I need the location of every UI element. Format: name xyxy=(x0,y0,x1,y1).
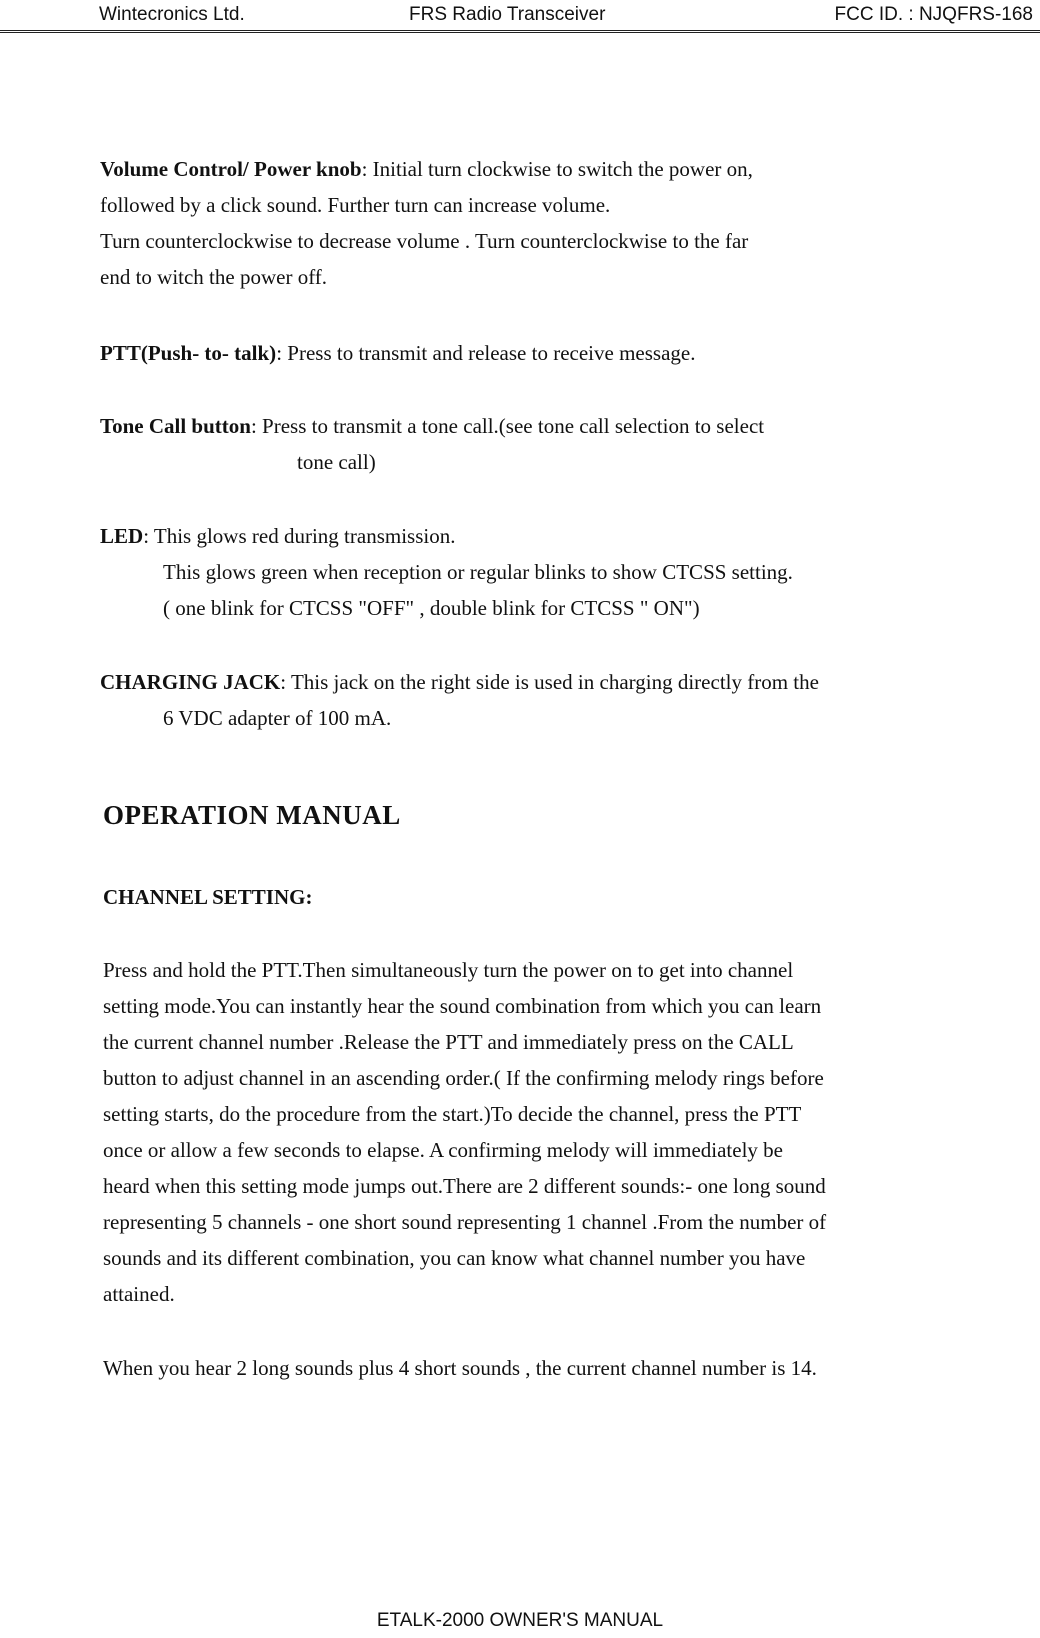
header-company: Wintecronics Ltd. xyxy=(99,4,245,25)
tone-call-text-1: : Press to transmit a tone call.(see tone call selection to select xyxy=(250,414,765,438)
charging-jack-term: CHARGING JACK xyxy=(100,670,281,694)
led-term: LED xyxy=(100,524,144,548)
volume-text-1: : Initial turn clockwise to switch the power on, xyxy=(361,157,753,181)
volume-line-1 xyxy=(100,157,753,182)
header-product: FRS Radio Transceiver xyxy=(409,4,606,25)
channel-paragraph-line: Press and hold the PTT.Then simultaneously turn the power on to get into channel xyxy=(103,958,794,982)
charging-jack-line-2: 6 VDC adapter of 100 mA. xyxy=(163,706,392,730)
tone-call-line-2: tone call) xyxy=(297,450,376,474)
led-text-1: : This glows red during transmission. xyxy=(143,524,456,548)
volume-line-2: followed by a click sound. Further turn can increase volume. xyxy=(100,193,611,217)
channel-paragraph-line: setting mode.You can instantly hear the sound combination from which you can learn xyxy=(103,994,822,1018)
charging-jack-text-1: : This jack on the right side is used in charging directly from the xyxy=(280,670,819,694)
volume-term: Volume Control/ Power knob xyxy=(100,157,362,181)
page-header xyxy=(0,0,1040,32)
channel-paragraph-line: attained. xyxy=(103,1282,175,1306)
ptt-line xyxy=(100,341,695,366)
header-rule xyxy=(0,30,1040,33)
operation-manual-title: OPERATION MANUAL xyxy=(103,800,401,830)
tone-call-term: Tone Call button xyxy=(100,414,251,438)
led-line-1 xyxy=(100,524,455,549)
ptt-text: : Press to transmit and release to receive message. xyxy=(276,341,696,365)
charging-jack-line-1 xyxy=(100,670,819,695)
led-line-3: ( one blink for CTCSS "OFF" , double blink for CTCSS " ON") xyxy=(163,596,700,620)
ptt-term: PTT(Push- to- talk) xyxy=(100,341,277,365)
channel-paragraph-line: heard when this setting mode jumps out.There are 2 different sounds:- one long sound xyxy=(103,1174,826,1198)
led-line-2: This glows green when reception or regular blinks to show CTCSS setting. xyxy=(163,560,793,584)
channel-paragraph-line: button to adjust channel in an ascending order.( If the confirming melody rings before xyxy=(103,1066,824,1090)
header-fcc-id: FCC ID. : NJQFRS-168 xyxy=(834,4,1033,25)
channel-paragraph-line: once or allow a few seconds to elapse. A confirming melody will immediately be xyxy=(103,1138,783,1162)
channel-setting-title: CHANNEL SETTING: xyxy=(103,885,313,909)
channel-example: When you hear 2 long sounds plus 4 short sounds , the current channel number is 14. xyxy=(103,1356,817,1380)
tone-call-line-1 xyxy=(100,414,764,439)
channel-paragraph-line: representing 5 channels - one short sound representing 1 channel .From the number of xyxy=(103,1210,827,1234)
channel-paragraph-line: sounds and its different combination, you can know what channel number you have xyxy=(103,1246,806,1270)
page-footer: ETALK-2000 OWNER'S MANUAL xyxy=(376,1610,664,1631)
volume-line-4: end to witch the power off. xyxy=(100,265,328,289)
channel-paragraph-line: setting starts, do the procedure from the start.)To decide the channel, press the PTT xyxy=(103,1102,802,1126)
volume-line-3: Turn counterclockwise to decrease volume . Turn counterclockwise to the far xyxy=(100,229,749,253)
channel-paragraph-line: the current channel number .Release the PTT and immediately press on the CALL xyxy=(103,1030,794,1054)
